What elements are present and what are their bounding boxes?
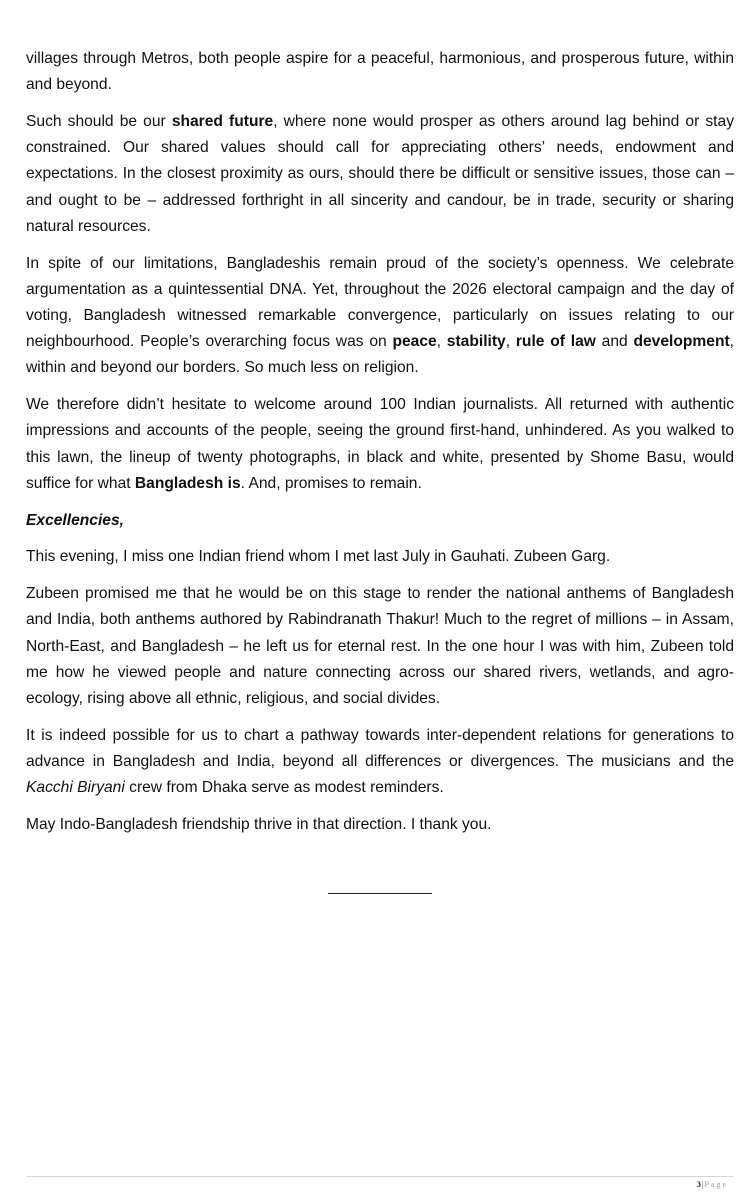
text-run: This evening, I miss one Indian friend whom I met last July in Gauhati. Zubeen Garg.	[26, 548, 611, 566]
bold-text: development	[633, 333, 730, 351]
text-run: Zubeen promised me that he would be on this stage to render the national anthems of Bangladesh and India, both anthems authored by Rabindranath Thakur! Much to the regret of millions – in Assam, North-East, and Bangladesh – he left us for eternal rest. In the one hour I was with him, Zubeen told me how he viewed people and nature connecting across our shared rivers, wetlands, and agro-ecology, rising above all ethnic, religious, and social divides.	[26, 585, 734, 708]
text-run: , within and beyond our borders. So much less on religion.	[26, 333, 735, 377]
text-run: ,	[505, 333, 516, 351]
text-run: , where none would prosper as others around lag behind or stay constrained. Our shared values should call for appreciating others’ needs, endowment and expectations. In the closest proximity as ours, should there be difficult or sensitive issues, those can – and ought to be – addressed forthright in all sincerity and candour, be in trade, security or sharing natural resources.	[26, 113, 734, 235]
paragraph	[26, 723, 734, 802]
footer-separator: |	[701, 1180, 704, 1189]
paragraph	[26, 251, 734, 382]
text-run: ,	[436, 333, 447, 351]
paragraph	[26, 812, 734, 838]
bold-text: Bangladesh is	[134, 474, 241, 492]
paragraph	[26, 392, 734, 497]
paragraph	[26, 581, 734, 712]
text-run: villages through Metros, both people aspire for a peaceful, harmonious, and prosperous future, within and beyond.	[26, 50, 734, 94]
paragraph	[26, 109, 734, 240]
footer-divider	[26, 1176, 734, 1177]
bold-text: peace	[392, 333, 437, 351]
bold-text: shared future	[171, 113, 274, 130]
bold-text: rule of law	[515, 333, 596, 351]
bold-text: stability	[446, 333, 506, 351]
text-run: Such should be our	[26, 113, 172, 130]
section-heading	[26, 508, 734, 534]
paragraph	[26, 46, 734, 98]
body-text	[26, 46, 734, 849]
italic-text: Kacchi Biryani	[26, 779, 125, 797]
text-run: In spite of our limitations, Bangladeshis remain proud of the society’s openness. We celebrate argumentation as a quintessential DNA. Yet, throughout the 2026 electoral campaign and the day of voting, Bangladesh witnessed remarkable convergence, particularly on issues relating to our neighbourhood. People’s overarching focus was on	[26, 254, 734, 351]
page-label: Page	[704, 1180, 728, 1189]
page-footer	[697, 1180, 728, 1189]
text-run: It is indeed possible for us to chart a pathway towards inter-dependent relations for generations to advance in Bangladesh and India, beyond all differences or divergences. The musicians and the	[26, 726, 734, 771]
paragraph	[26, 544, 734, 570]
closing-rule	[328, 893, 432, 894]
text-run: We therefore didn’t hesitate to welcome around 100 Indian journalists. All returned with authentic impressions and accounts of the people, seeing the ground first-hand, unhindered. As you walked to this lawn, the lineup of twenty photographs, in black and white, presented by Shome Basu, would suffice for what	[26, 396, 734, 492]
text-run: and	[595, 333, 634, 351]
text-run: . And, promises to remain.	[240, 474, 422, 492]
page-number: 3	[696, 1180, 701, 1189]
text-run: crew from Dhaka serve as modest reminders.	[124, 779, 444, 797]
text-run: May Indo-Bangladesh friendship thrive in that direction. I thank you.	[26, 816, 492, 834]
text-run: Excellencies,	[26, 511, 124, 529]
